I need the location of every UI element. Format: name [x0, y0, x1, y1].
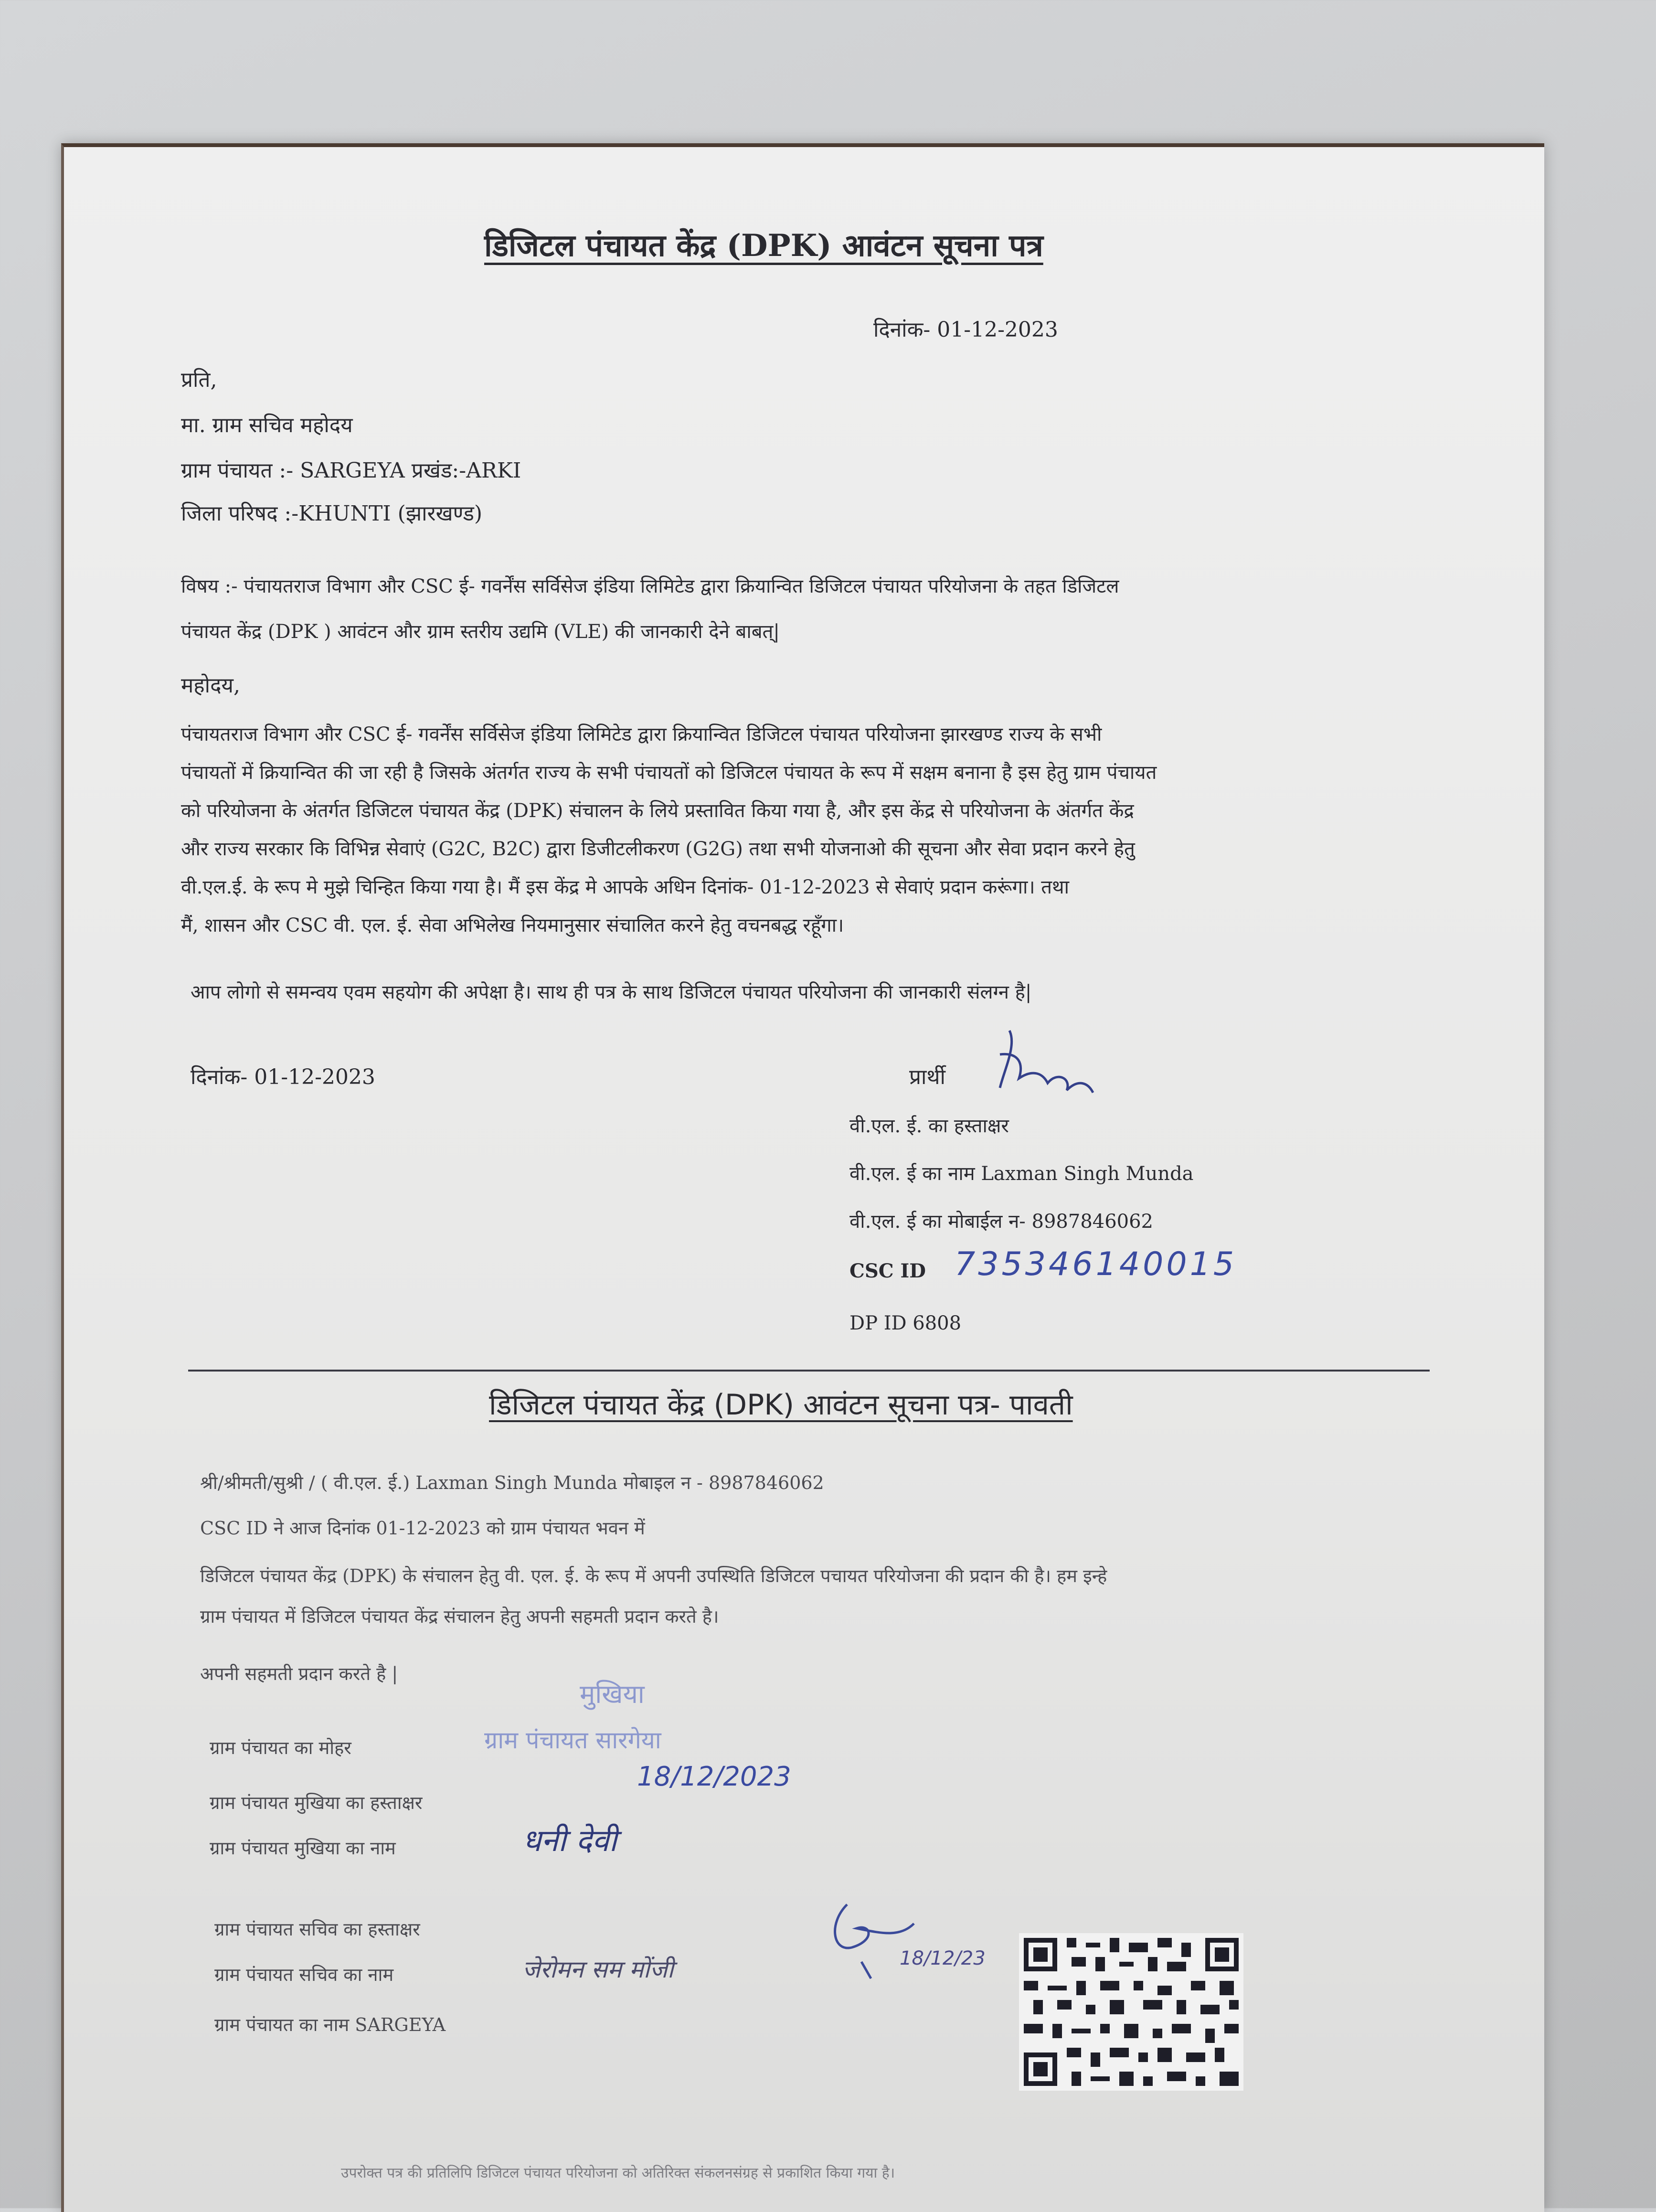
vle-name: वी.एल. ई का नाम Laxman Singh Munda	[849, 1163, 1194, 1185]
panchayat-name-label: ग्राम पंचायत का नाम SARGEYA	[214, 2014, 446, 2035]
panchayat-stamp: ग्राम पंचायत सारगेया	[484, 1726, 661, 1754]
mukhiya-stamp-top: मुखिया	[580, 1679, 645, 1709]
mukhiya-signature-label: ग्राम पंचायत मुखिया का हस्ताक्षर	[210, 1792, 423, 1813]
mukhiya-handwritten-name: धनी देवी	[522, 1823, 617, 1859]
document-page	[61, 143, 1544, 2212]
secretary-handwritten-name: जेरोमन सम मोंजी	[522, 1956, 674, 1983]
qr-code	[1019, 1933, 1243, 2091]
receipt-title: डिजिटल पंचायत केंद्र (DPK) आवंटन सूचना पत्र- पावती	[489, 1388, 1073, 1422]
seal-label: ग्राम पंचायत का मोहर	[210, 1737, 351, 1758]
district-line: जिला परिषद :-KHUNTI (झारखण्ड)	[181, 501, 483, 526]
body-line-2: पंचायतों में क्रियान्वित की जा रही है जिसके अंतर्गत राज्य के सभी पंचायतों को डिजिटल पंचायत के रूप में सक्षम बनाना है इस हेतु ग्राम पंचायत	[181, 762, 1157, 784]
mukhiya-sign-date: 18/12/2023	[637, 1761, 791, 1792]
addressee: मा. ग्राम सचिव महोदय	[181, 413, 353, 437]
csc-id-handwritten: 735346140015	[955, 1245, 1237, 1283]
secretary-signature	[818, 1895, 943, 1990]
body-line-5: वी.एल.ई. के रूप मे मुझे चिन्हित किया गया है। मैं इस केंद्र मे आपके अधिन दिनांक- 01-12-2023 से सेवाएं प्रदान करूंगा। तथा	[181, 876, 1069, 898]
body-line-3: को परियोजना के अंतर्गत डिजिटल पंचायत केंद्र (DPK) संचालन के लिये प्रस्तावित किया गया है, और इस केंद्र से परियोजना के अंतर्गत केंद्र	[181, 800, 1134, 822]
body-line-1: पंचायतराज विभाग और CSC ई- गवर्नेंस सर्विसेज इंडिया लिमिटेड द्वारा क्रियान्वित डिजिटल पंचायत परियोजना झारखण्ड राज्य के सभी	[181, 723, 1102, 745]
subject-line-1: विषय :- पंचायतराज विभाग और CSC ई- गवर्नेंस सर्विसेज इंडिया लिमिटेड द्वारा क्रियान्वित डिजिटल पंचायत परियोजना के तहत डिजिटल	[181, 575, 1119, 597]
dp-id: DP ID 6808	[849, 1312, 962, 1334]
secretary-name-label: ग्राम पंचायत सचिव का नाम	[214, 1964, 394, 1985]
receipt-line-5: अपनी सहमती प्रदान करते है |	[200, 1663, 398, 1684]
panchayat-line: ग्राम पंचायत :- SARGEYA प्रखंड:-ARKI	[181, 458, 521, 483]
letter-title: डिजिटल पंचायत केंद्र (DPK) आवंटन सूचना पत्र	[484, 228, 1043, 264]
csc-id-label: CSC ID	[849, 1260, 926, 1282]
receipt-line-2: CSC ID ने आज दिनांक 01-12-2023 को ग्राम पंचायत भवन में	[200, 1518, 645, 1539]
letter-to: प्रति,	[181, 368, 217, 392]
secretary-sign-date: 18/12/23	[900, 1947, 986, 1969]
body-line-4: और राज्य सरकार कि विभिन्न सेवाएं (G2C, B2C) द्वारा डिजीटलीकरण (G2G) तथा सभी योजनाओ की सूचना और सेवा प्रदान करने हेतु	[181, 838, 1135, 860]
salutation: महोदय,	[181, 673, 240, 698]
divider	[188, 1370, 1430, 1372]
applicant-label: प्रार्थी	[909, 1065, 945, 1089]
letter-date: दिनांक- 01-12-2023	[873, 318, 1058, 342]
secretary-signature-label: ग्राम पंचायत सचिव का हस्ताक्षर	[214, 1919, 420, 1940]
receipt-line-1: श्री/श्रीमती/सुश्री / ( वी.एल. ई.) Laxman Singh Munda मोबाइल न - 8987846062	[200, 1472, 824, 1493]
request-line: आप लोगो से समन्वय एवम सहयोग की अपेक्षा है। साथ ही पत्र के साथ डिजिटल पंचायत परियोजना की जानकारी संलग्न है|	[191, 981, 1032, 1003]
receipt-line-4: ग्राम पंचायत में डिजिटल पंचायत केंद्र संचालन हेतु अपनी सहमती प्रदान करते है।	[200, 1606, 719, 1627]
vle-mobile: वी.एल. ई का मोबाईल न- 8987846062	[849, 1211, 1154, 1233]
receipt-line-3: डिजिटल पंचायत केंद्र (DPK) के संचालन हेतु वी. एल. ई. के रूप में अपनी उपस्थिति डिजिटल पचायत परियोजना की प्रदान की है। हम इन्हे	[200, 1565, 1107, 1586]
vle-signature	[990, 1026, 1105, 1107]
footer-note: उपरोक्त पत्र की प्रतिलिपि डिजिटल पंचायत परियोजना को अतिरिक्त संकलनसंग्रह से प्रकाशित किया गया है।	[341, 2165, 895, 2181]
subject-line-2: पंचायत केंद्र (DPK ) आवंटन और ग्राम स्तरीय उद्यमि (VLE) की जानकारी देने बाबत्|	[181, 621, 780, 643]
bottom-date: दिनांक- 01-12-2023	[191, 1065, 375, 1089]
mukhiya-name-label: ग्राम पंचायत मुखिया का नाम	[210, 1838, 396, 1859]
body-line-6: मैं, शासन और CSC वी. एल. ई. सेवा अभिलेख नियमानुसार संचालित करने हेतु वचनबद्ध रहूँगा।	[181, 915, 844, 936]
vle-signature-label: वी.एल. ई. का हस्ताक्षर	[849, 1115, 1009, 1137]
